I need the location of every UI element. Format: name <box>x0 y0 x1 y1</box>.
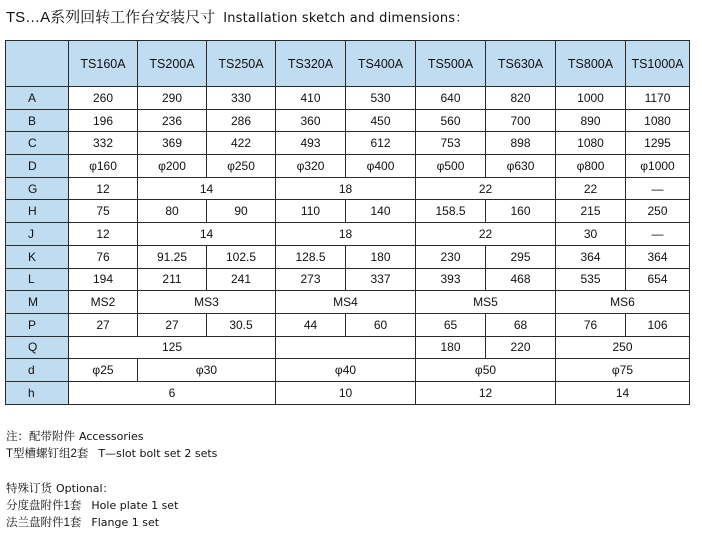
table-cell: 76 <box>69 245 138 268</box>
table-cell: 75 <box>69 200 138 223</box>
table-row <box>6 109 690 132</box>
table-cell: 91.25 <box>138 245 207 268</box>
table-cell: 273 <box>276 268 346 291</box>
table-cell: 1170 <box>626 87 690 110</box>
table-cell: — <box>626 177 690 200</box>
tslot-label-zh: T型槽螺钉组2套 <box>6 448 89 460</box>
table-cell: 160 <box>486 200 556 223</box>
table-cell: 369 <box>138 132 207 155</box>
table-cell: 337 <box>346 268 416 291</box>
tslot-line <box>6 445 217 462</box>
table-cell: φ25 <box>69 359 138 382</box>
table-cell: 530 <box>346 87 416 110</box>
table-cell: 14 <box>138 177 276 200</box>
table-cell: 364 <box>626 245 690 268</box>
table-cell: 640 <box>416 87 486 110</box>
flange-label-zh: 法兰盘附件1套 <box>6 517 82 529</box>
column-header: TS630A <box>486 41 556 87</box>
table-cell: 14 <box>138 223 276 246</box>
optional-line <box>6 480 178 497</box>
table-cell: 211 <box>138 268 207 291</box>
table-cell: 180 <box>416 336 486 359</box>
table-row <box>6 177 690 200</box>
table-cell: 27 <box>69 313 138 336</box>
table-row <box>6 245 690 268</box>
table-cell: 6 <box>69 381 276 404</box>
table-cell: 330 <box>207 87 276 110</box>
table-cell: 194 <box>69 268 138 291</box>
table-cell: MS3 <box>138 291 276 314</box>
table-cell <box>276 336 416 359</box>
table-cell: 535 <box>556 268 626 291</box>
accessories-label-en: Accessories <box>79 430 144 443</box>
table-body <box>6 87 690 405</box>
table-cell: 753 <box>416 132 486 155</box>
table-row <box>6 223 690 246</box>
table-row <box>6 132 690 155</box>
table-cell: φ800 <box>556 155 626 178</box>
table-row <box>6 87 690 110</box>
table-cell: MS2 <box>69 291 138 314</box>
title-zh: TS…A系列回转工作台安装尺寸 <box>6 9 216 26</box>
table-cell: 260 <box>69 87 138 110</box>
table-row <box>6 155 690 178</box>
table-cell: 332 <box>69 132 138 155</box>
table-cell: 18 <box>276 223 416 246</box>
hole-plate-label-en: Hole plate 1 set <box>91 499 179 512</box>
table-cell: 422 <box>207 132 276 155</box>
column-header: TS400A <box>346 41 416 87</box>
table-cell: 27 <box>138 313 207 336</box>
table-cell: 128.5 <box>276 245 346 268</box>
row-label: D <box>6 155 69 178</box>
table-cell: 468 <box>486 268 556 291</box>
table-row <box>6 200 690 223</box>
accessories-line <box>6 428 217 445</box>
table-cell: 12 <box>69 223 138 246</box>
table-cell: 493 <box>276 132 346 155</box>
dimensions-table <box>5 40 690 405</box>
row-label: d <box>6 359 69 382</box>
table-cell: 898 <box>486 132 556 155</box>
row-label: B <box>6 109 69 132</box>
table-cell: φ160 <box>69 155 138 178</box>
table-header-row <box>6 41 690 87</box>
table-cell: 90 <box>207 200 276 223</box>
table-cell: 140 <box>346 200 416 223</box>
flange-label-en: Flange 1 set <box>91 516 160 529</box>
table-cell: 215 <box>556 200 626 223</box>
table-cell: φ50 <box>416 359 556 382</box>
table-cell: 286 <box>207 109 276 132</box>
row-label: G <box>6 177 69 200</box>
row-label: M <box>6 291 69 314</box>
row-label: J <box>6 223 69 246</box>
row-label: C <box>6 132 69 155</box>
optional-label-zh: 特殊订货 <box>6 483 52 495</box>
hole-plate-label-zh: 分度盘附件1套 <box>6 500 82 512</box>
column-header: TS320A <box>276 41 346 87</box>
column-header: TS1000A <box>626 41 690 87</box>
table-cell: 22 <box>556 177 626 200</box>
table-row <box>6 268 690 291</box>
table-cell: 1080 <box>626 109 690 132</box>
table-cell: 295 <box>486 245 556 268</box>
table-cell: 196 <box>69 109 138 132</box>
row-label: A <box>6 87 69 110</box>
table-cell: φ630 <box>486 155 556 178</box>
table-cell: 18 <box>276 177 416 200</box>
table-cell: 393 <box>416 268 486 291</box>
table-row <box>6 381 690 404</box>
hole-plate-line <box>6 497 178 514</box>
row-label: Q <box>6 336 69 359</box>
table-cell: 450 <box>346 109 416 132</box>
table-cell: φ1000 <box>626 155 690 178</box>
table-row <box>6 313 690 336</box>
table-cell: 106 <box>626 313 690 336</box>
table-cell: 30 <box>556 223 626 246</box>
table-cell: 1295 <box>626 132 690 155</box>
table-cell: 22 <box>416 223 556 246</box>
table-cell: 102.5 <box>207 245 276 268</box>
table-cell: 360 <box>276 109 346 132</box>
table-cell: 1000 <box>556 87 626 110</box>
table-cell: MS4 <box>276 291 416 314</box>
table-cell: 12 <box>69 177 138 200</box>
table-row <box>6 359 690 382</box>
table-cell: 30.5 <box>207 313 276 336</box>
table-cell: 700 <box>486 109 556 132</box>
table-cell: MS5 <box>416 291 556 314</box>
column-header: TS250A <box>207 41 276 87</box>
table-cell: 76 <box>556 313 626 336</box>
table-row <box>6 336 690 359</box>
table-cell: 290 <box>138 87 207 110</box>
table-cell: 60 <box>346 313 416 336</box>
table-cell: 654 <box>626 268 690 291</box>
table-cell: 14 <box>556 381 690 404</box>
column-header: TS200A <box>138 41 207 87</box>
table-cell: 890 <box>556 109 626 132</box>
row-label: h <box>6 381 69 404</box>
table-cell: φ200 <box>138 155 207 178</box>
table-cell: 241 <box>207 268 276 291</box>
table-cell: φ250 <box>207 155 276 178</box>
column-header: TS160A <box>69 41 138 87</box>
accessories-notes <box>6 428 217 462</box>
accessories-label-zh: 注：配带附件 <box>6 431 75 443</box>
tslot-label-en: T—slot bolt set 2 sets <box>98 447 218 460</box>
table-cell: 68 <box>486 313 556 336</box>
table-cell: 250 <box>626 200 690 223</box>
table-row <box>6 291 690 314</box>
table-cell: 180 <box>346 245 416 268</box>
table-cell: 10 <box>276 381 416 404</box>
table-cell: — <box>626 223 690 246</box>
row-label: H <box>6 200 69 223</box>
optional-label-en: Optional： <box>56 482 114 495</box>
table-cell: 22 <box>416 177 556 200</box>
table-cell: 1080 <box>556 132 626 155</box>
title-en: Installation sketch and dimensions： <box>223 11 469 26</box>
table-cell: 560 <box>416 109 486 132</box>
table-cell: 158.5 <box>416 200 486 223</box>
table-cell: MS6 <box>556 291 690 314</box>
table-cell: 44 <box>276 313 346 336</box>
table-cell: 230 <box>416 245 486 268</box>
table-cell: 364 <box>556 245 626 268</box>
row-label: L <box>6 268 69 291</box>
table-cell: 125 <box>69 336 276 359</box>
column-header: TS500A <box>416 41 486 87</box>
table-cell: φ30 <box>138 359 276 382</box>
table-cell: φ400 <box>346 155 416 178</box>
row-label: K <box>6 245 69 268</box>
column-header: TS800A <box>556 41 626 87</box>
table-cell: 12 <box>416 381 556 404</box>
table-cell: 80 <box>138 200 207 223</box>
table-cell: 65 <box>416 313 486 336</box>
table-cell: 110 <box>276 200 346 223</box>
table-cell: 236 <box>138 109 207 132</box>
table-cell: φ75 <box>556 359 690 382</box>
table-cell: φ500 <box>416 155 486 178</box>
table-cell: 250 <box>556 336 690 359</box>
table-cell: φ320 <box>276 155 346 178</box>
table-cell: 820 <box>486 87 556 110</box>
flange-line <box>6 514 178 531</box>
table-cell: 612 <box>346 132 416 155</box>
table-corner-cell <box>6 41 69 87</box>
table-cell: 220 <box>486 336 556 359</box>
table-cell: φ40 <box>276 359 416 382</box>
table-cell: 410 <box>276 87 346 110</box>
row-label: P <box>6 313 69 336</box>
page-title <box>6 6 468 27</box>
optional-notes <box>6 480 178 531</box>
